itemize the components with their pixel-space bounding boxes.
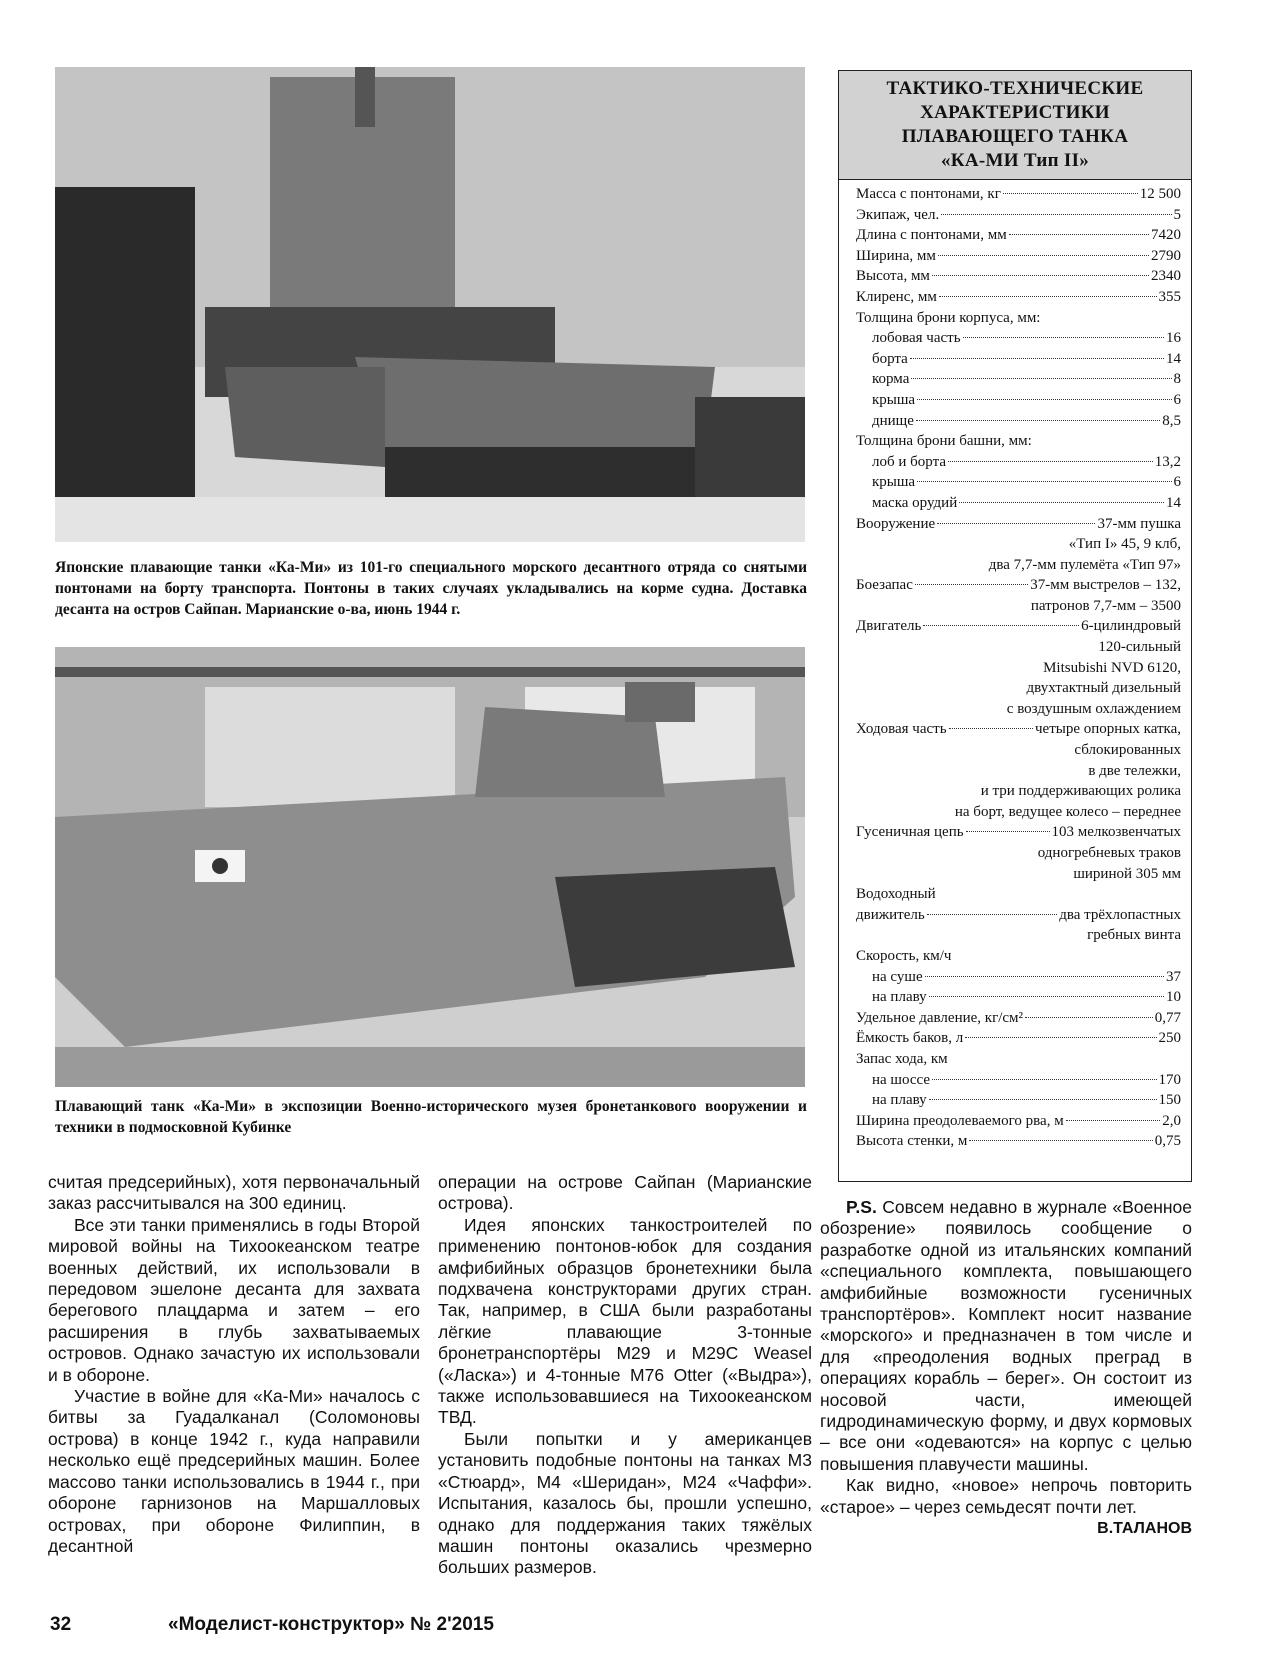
spec-row-width xyxy=(856,248,1181,269)
spec-row-range-water xyxy=(856,1092,1181,1113)
spec-value: два трёхлопастных xyxy=(1059,906,1181,923)
text-column-3 xyxy=(820,1197,1192,1540)
spec-row-pressure xyxy=(856,1010,1181,1031)
spec-cont: сблокированных xyxy=(1074,742,1181,759)
spec-subhead-speed: Скорость, км/ч xyxy=(856,947,952,964)
spec-label: Вооружение xyxy=(856,515,936,532)
spec-cont: 120-сильный xyxy=(1098,639,1181,656)
photo2-caption: Плавающий танк «Ка-Ми» в экспозиции Военно-исторического музея бронетанкового вооружении и техники в подмосковной Кубинке xyxy=(55,1098,807,1136)
spec-label: Ходовая часть xyxy=(856,721,947,738)
spec-cont: патронов 7,7-мм – 3500 xyxy=(1030,597,1181,614)
spec-row-ditch xyxy=(856,1113,1181,1134)
spec-row-fuel xyxy=(856,1030,1181,1051)
paragraph: Идея японских танкостроителей по применению понтонов-юбок для создания амфибийных образцов бронетехники была подхвачена конструкторами других стран. Так, например, в США были разработаны лёгкие плавающие 3-тонные бронетранспортёры M29 и M29C Weasel («Ласка») и 4-тонные M76 Otter («Выдра»), также использовавшиеся на Тихоокеанском ТВД. xyxy=(438,1214,812,1428)
spec-row-armament xyxy=(856,516,1181,537)
spec-title xyxy=(839,71,1191,180)
ps-paragraph xyxy=(820,1197,1192,1475)
spec-value: 0,75 xyxy=(1154,1133,1181,1150)
spec-row-hull-roof xyxy=(856,392,1181,413)
spec-row-turret-roof xyxy=(856,474,1181,495)
spec-value: 150 xyxy=(1158,1092,1181,1109)
spec-label: крыша xyxy=(872,474,916,491)
page-number: 32 xyxy=(50,1614,72,1635)
spec-label: корма xyxy=(872,371,910,388)
spec-row-clearance xyxy=(856,289,1181,310)
spec-label: Боезапас xyxy=(856,577,913,594)
spec-label: Высота, мм xyxy=(856,268,930,285)
spec-label: днище xyxy=(872,412,914,429)
spec-value: 2790 xyxy=(1151,247,1181,264)
spec-value: 14 xyxy=(1166,350,1181,367)
spec-label: на шоссе xyxy=(872,1071,931,1088)
spec-row-mass xyxy=(856,186,1181,207)
spec-label: Экипаж, чел. xyxy=(856,206,940,223)
ps-label: P.S. xyxy=(846,1197,877,1217)
spec-row-height xyxy=(856,268,1181,289)
spec-title-line: ХАРАКТЕРИСТИКИ xyxy=(920,102,1110,123)
spec-label: Высота стенки, м xyxy=(856,1133,968,1150)
spec-label: крыша xyxy=(872,391,916,408)
magazine-title: «Моделист-конструктор» № 2'2015 xyxy=(168,1614,494,1635)
spec-label: Длина с понтонами, мм xyxy=(856,227,1007,244)
spec-row-turret-front xyxy=(856,454,1181,475)
spec-label: Масса с понтонами, кг xyxy=(856,186,1001,202)
spec-label: Гусеничная цепь xyxy=(856,824,964,841)
ps-text: Совсем недавно в журнале «Военное обозрение» появилось сообщение о разработке одной из итальянских компаний «специального комплекта, повышающего амфибийные возможности гусеничных транспортёров». Комплект носит название «морского» и предназначен в том числе и для «преодоления водных преград в операциях корабль – берег». Он состоит из носовой части, имеющей гидродинамическую форму, и двух кормовых – все они «одеваются» на корпус с целью повышения плавучести машины. xyxy=(820,1197,1192,1474)
spec-row-mantlet xyxy=(856,495,1181,516)
spec-row-propulsor xyxy=(856,907,1181,928)
spec-row-hull-bottom xyxy=(856,413,1181,434)
spec-value: 8,5 xyxy=(1162,412,1181,429)
paragraph: Были попытки и у американцев установить подобные понтоны на танках М3 «Стюард», М4 «Шеридан», М24 «Чаффи». Испытания, казалось бы, прошли успешно, однако для поддержания таких тяжёлых машин понтоны оказались чрезмерно больших размеров. xyxy=(438,1428,812,1578)
spec-body xyxy=(839,180,1191,1154)
paragraph: Как видно, «новое» непрочь повторить «старое» – через семьдесят почти лет. xyxy=(820,1475,1192,1517)
spec-cont: «Тип I» 45, 9 клб, xyxy=(1068,536,1181,553)
spec-label: Ширина преодолеваемого рва, м xyxy=(856,1112,1064,1129)
spec-cont: с воздушным охлаждением xyxy=(1006,700,1181,717)
author: В.ТАЛАНОВ xyxy=(1097,1520,1192,1538)
spec-label: Двигатель xyxy=(856,618,922,635)
paragraph: операции на острове Сайпан (Марианские острова). xyxy=(438,1172,812,1214)
spec-value: 37 xyxy=(1166,968,1181,985)
spec-row-speed-water xyxy=(856,989,1181,1010)
spec-cont: шириной 305 мм xyxy=(1073,865,1181,882)
spec-row-wall xyxy=(856,1133,1181,1154)
spec-label: на плаву xyxy=(872,989,927,1006)
spec-row-crew xyxy=(856,207,1181,228)
spec-row-speed-land xyxy=(856,969,1181,990)
museum-tank-illustration xyxy=(55,647,805,1087)
spec-value: 37-мм пушка xyxy=(1097,515,1181,532)
spec-label: борта xyxy=(872,350,908,367)
spec-cont: на борт, ведущее колесо – переднее xyxy=(954,803,1181,820)
spec-value: 5 xyxy=(1173,206,1181,223)
spec-row-track xyxy=(856,824,1181,845)
spec-label: лоб и борта xyxy=(872,453,946,470)
paragraph: Все эти танки применялись в годы Второй мировой войны на Тихоокеанском театре военных действий, их использовали в передовом эшелоне десанта для захвата берегового плацдарма и затем – его расширения в глубь захватываемых островов. Однако зачастую их использовали и в обороне. xyxy=(48,1214,420,1385)
spec-cont: два 7,7-мм пулемёта «Тип 97» xyxy=(988,556,1181,573)
spec-title-line: ТАКТИКО-ТЕХНИЧЕСКИЕ xyxy=(886,78,1144,99)
spec-value: 14 xyxy=(1166,494,1181,511)
spec-label: Удельное давление, кг/см² xyxy=(856,1009,1024,1026)
spec-cont: двухтактный дизельный xyxy=(1026,680,1181,697)
spec-value: 0,77 xyxy=(1154,1009,1181,1026)
spec-subhead-range: Запас хода, км xyxy=(856,1050,948,1067)
spec-value: 250 xyxy=(1158,1030,1181,1047)
spec-value: 355 xyxy=(1158,288,1181,305)
spec-value: 6 xyxy=(1173,474,1181,491)
spec-row-hull-front xyxy=(856,330,1181,351)
spec-cont: в две тележки, xyxy=(1088,762,1181,779)
spec-cont: и три поддерживающих ролика xyxy=(980,783,1181,800)
spec-row-range-road xyxy=(856,1072,1181,1093)
ship-photo-illustration xyxy=(55,67,805,542)
photo1-caption: Японские плавающие танки «Ка-Ми» из 101-го специального морского десантного отряда со снятыми понтонами на борту транспорта. Понтоны в таких случаях укладывались на корме судна. Доставка десанта на остров Сайпан. Марианские о-ва, июнь 1944 г. xyxy=(55,559,807,618)
spec-cont: гребных винта xyxy=(1087,927,1181,944)
spec-value: 16 xyxy=(1166,330,1181,347)
paragraph: считая предсерийных), хотя первоначальный заказ рассчитывался на 300 единиц. xyxy=(48,1172,420,1214)
spec-label: на плаву xyxy=(872,1092,927,1109)
spec-value: 2340 xyxy=(1151,268,1181,285)
spec-cont: одногребневых траков xyxy=(1037,845,1181,861)
spec-row-length xyxy=(856,227,1181,248)
spec-row-engine xyxy=(856,618,1181,639)
spec-value: четыре опорных катка, xyxy=(1035,721,1181,738)
spec-subhead-propulsor: Водоходный xyxy=(856,886,936,903)
spec-value: 37-мм выстрелов – 132, xyxy=(1030,577,1181,594)
spec-title-line: ПЛАВАЮЩЕГО ТАНКА xyxy=(901,126,1129,147)
specifications-table xyxy=(838,70,1192,1182)
spec-value: 2,0 xyxy=(1162,1112,1181,1129)
spec-subhead-turret-armor: Толщина брони башни, мм: xyxy=(856,433,1032,450)
spec-value: 7420 xyxy=(1151,227,1181,244)
spec-label: Ширина, мм xyxy=(856,247,936,264)
spec-row-ammo xyxy=(856,577,1181,598)
museum-tank-photo xyxy=(55,647,805,1087)
spec-label: движитель xyxy=(856,906,925,923)
paragraph: Участие в войне для «Ка-Ми» началось с битвы за Гуадалканал (Соломоновы острова) в конце 1942 г., куда направили несколько ещё предсерийных машин. Более массово танки использовались в 1944 г., при обороне гарнизонов на Маршалловых островах, при обороне Филиппин, в десантной xyxy=(48,1386,420,1556)
spec-value: 8 xyxy=(1173,371,1181,388)
spec-label: Ёмкость баков, л xyxy=(856,1030,964,1047)
text-column-1 xyxy=(48,1172,420,1557)
ship-deck-tanks-photo xyxy=(55,67,805,542)
spec-value: 6-цилиндровый xyxy=(1081,618,1181,635)
spec-row-hull-side xyxy=(856,351,1181,372)
text-column-2 xyxy=(438,1172,812,1579)
spec-label: маска орудий xyxy=(872,494,958,511)
spec-label: Клиренс, мм xyxy=(856,288,937,305)
spec-label: лобовая часть xyxy=(872,330,961,347)
spec-label: на суше xyxy=(872,968,923,985)
spec-row-hull-rear xyxy=(856,371,1181,392)
spec-subhead-hull-armor: Толщина брони корпуса, мм: xyxy=(856,309,1041,326)
spec-value: 103 мелкозвенчатых xyxy=(1051,824,1181,841)
spec-value: 12 500 xyxy=(1139,186,1181,202)
spec-value: 13,2 xyxy=(1154,453,1181,470)
spec-row-running-gear xyxy=(856,721,1181,742)
spec-value: 10 xyxy=(1166,989,1181,1006)
spec-cont: Mitsubishi NVD 6120, xyxy=(1043,659,1181,676)
spec-value: 170 xyxy=(1158,1071,1181,1088)
spec-value: 6 xyxy=(1173,391,1181,408)
spec-title-line: «КА-МИ Тип II» xyxy=(940,150,1090,171)
